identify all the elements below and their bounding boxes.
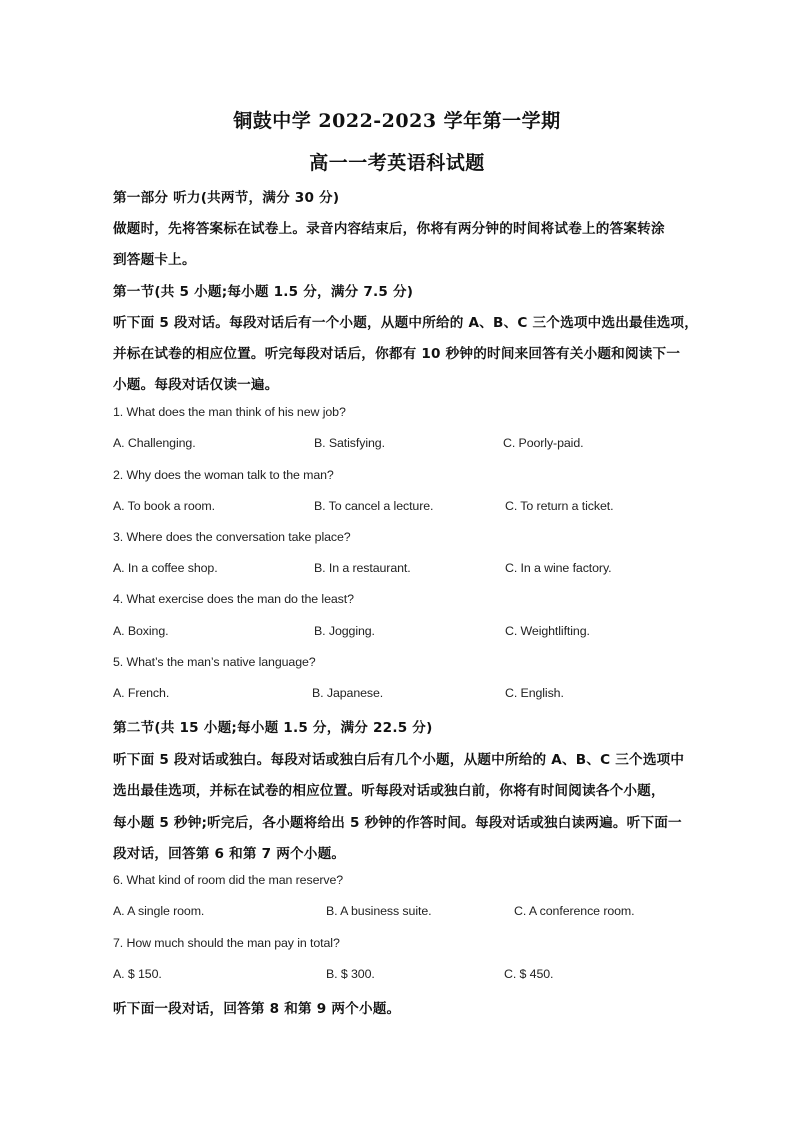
- question-1-option-a: A. Challenging.: [113, 436, 196, 450]
- question-4-option-c: C. Weightlifting.: [505, 624, 590, 638]
- section2-instruction-line: 听下面 5 段对话或独白。每段对话或独白后有几个小题，从题中所给的 A、B、C 三个选项中: [113, 752, 685, 768]
- question-3-option-c: C. In a wine factory.: [505, 561, 612, 575]
- question-6-option-a: A. A single room.: [113, 904, 205, 918]
- question-1: 1. What does the man think of his new job?: [113, 405, 346, 419]
- section1-instruction-line: 小题。每段对话仅读一遍。: [113, 377, 279, 393]
- question-7-option-a: A. $ 150.: [113, 967, 162, 981]
- section2-instruction-line: 段对话，回答第 6 和第 7 两个小题。: [113, 846, 346, 862]
- part1-heading: 第一部分 听力(共两节，满分 30 分): [113, 190, 340, 206]
- question-2-option-a: A. To book a room.: [113, 499, 215, 513]
- question-6-option-b: B. A business suite.: [326, 904, 432, 918]
- question-2-option-c: C. To return a ticket.: [505, 499, 614, 513]
- question-1-option-c: C. Poorly-paid.: [503, 436, 584, 450]
- question-4-option-b: B. Jogging.: [314, 624, 375, 638]
- question-6-option-c: C. A conference room.: [514, 904, 635, 918]
- question-5-option-c: C. English.: [505, 686, 564, 700]
- question-5-option-b: B. Japanese.: [312, 686, 384, 700]
- section2-instruction-line: 选出最佳选项，并标在试卷的相应位置。听每段对话或独白前，你将有时间阅读各个小题，: [113, 783, 665, 799]
- question-7: 7. How much should the man pay in total?: [113, 936, 340, 950]
- section2-instruction-line: 每小题 5 秒钟;听完后，各小题将给出 5 秒钟的作答时间。每段对话或独白读两遍。听下面一: [113, 815, 682, 831]
- section1-instruction-line: 听下面 5 段对话。每段对话后有一个小题，从题中所给的 A、B、C 三个选项中选出最佳选项，: [113, 315, 699, 331]
- section2-heading: 第二节(共 15 小题;每小题 1.5 分，满分 22.5 分): [113, 720, 433, 736]
- exam-title: 铜鼓中学 2022-2023 学年第一学期: [233, 110, 561, 132]
- question-5: 5. What’s the man’s native language?: [113, 655, 316, 669]
- question-7-option-b: B. $ 300.: [326, 967, 375, 981]
- section1-instruction-line: 并标在试卷的相应位置。听完每段对话后，你都有 10 秒钟的时间来回答有关小题和阅读下一: [113, 346, 681, 362]
- question-4-option-a: A. Boxing.: [113, 624, 169, 638]
- question-3-option-b: B. In a restaurant.: [314, 561, 411, 575]
- question-5-option-a: A. French.: [113, 686, 170, 700]
- question-1-option-b: B. Satisfying.: [314, 436, 385, 450]
- exam-subtitle: 高一一考英语科试题: [309, 152, 485, 174]
- next-dialogue-instruction: 听下面一段对话，回答第 8 和第 9 两个小题。: [113, 1001, 401, 1017]
- question-2-option-b: B. To cancel a lecture.: [314, 499, 434, 513]
- part1-instruction-line: 做题时，先将答案标在试卷上。录音内容结束后，你将有两分钟的时间将试卷上的答案转涂: [113, 221, 665, 237]
- question-6: 6. What kind of room did the man reserve?: [113, 873, 344, 887]
- question-7-option-c: C. $ 450.: [504, 967, 554, 981]
- question-2: 2. Why does the woman talk to the man?: [113, 468, 334, 482]
- part1-instruction-line: 到答题卡上。: [113, 252, 196, 268]
- question-4: 4. What exercise does the man do the least?: [113, 592, 354, 606]
- section1-heading: 第一节(共 5 小题;每小题 1.5 分，满分 7.5 分): [113, 284, 414, 300]
- question-3: 3. Where does the conversation take place?: [113, 530, 351, 544]
- question-3-option-a: A. In a coffee shop.: [113, 561, 218, 575]
